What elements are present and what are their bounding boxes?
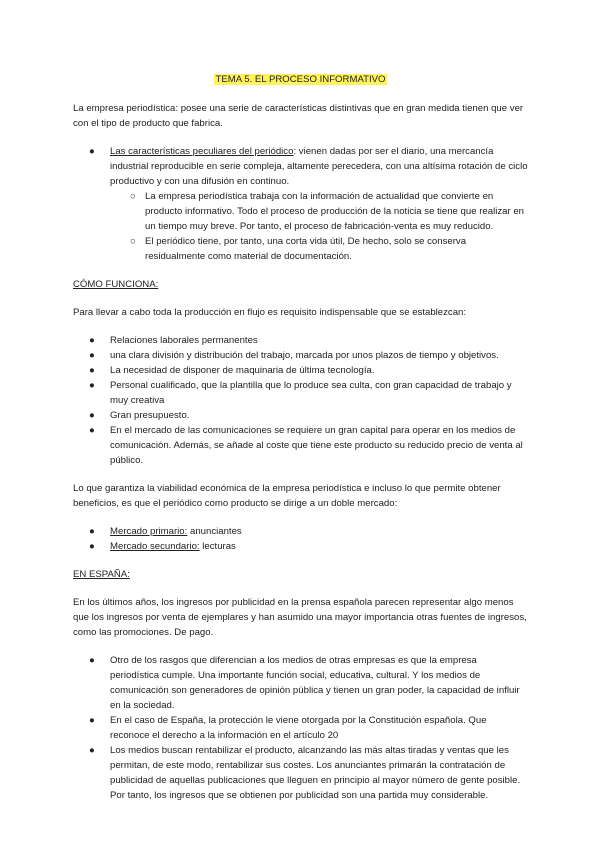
list-item-text: La necesidad de disponer de maquinaria de última tecnología. xyxy=(110,365,375,376)
intro-paragraph: La empresa periodística: posee una serie de características distintivas que en gran medida tienen que ver con el tipo de producto que fabrica. xyxy=(73,103,524,129)
bullet-icon: ● xyxy=(89,715,95,726)
characteristics-list xyxy=(73,144,528,264)
list-item-text: una clara división y distribución del trabajo, marcada por unos plazos de tiempo y objetivos. xyxy=(110,350,499,361)
market-value: anunciantes xyxy=(187,526,242,537)
bullet-icon: ● xyxy=(89,146,95,157)
list-item xyxy=(73,539,528,554)
characteristics-sublist xyxy=(110,189,528,264)
market-label: Mercado primario: xyxy=(110,526,188,537)
document-page xyxy=(73,72,528,803)
sublist-item xyxy=(73,189,528,234)
bullet-icon: ● xyxy=(89,541,95,552)
espana-intro: En los últimos años, los ingresos por publicidad en la prensa española parecen representar algo menos que los ingresos por venta de ejemplares y han asumido una mayor importancia otras fuentes de ingresos, como las promociones. De pago. xyxy=(73,597,527,638)
bullet-icon: ● xyxy=(89,655,95,666)
market-label: Mercado secundario: xyxy=(110,541,200,552)
como-funciona-heading: CÓMO FUNCIONA: xyxy=(73,279,159,290)
bullet-icon: ● xyxy=(89,425,95,436)
espana-list xyxy=(73,653,528,803)
requirements-list xyxy=(73,333,528,468)
list-item xyxy=(73,713,528,743)
list-item-text: Personal cualificado, que la plantilla que lo produce sea culta, con gran capacidad de trabajo y muy creativa xyxy=(110,380,512,406)
characteristics-label: Las características peculiares del periódico xyxy=(110,146,294,157)
sublist-item xyxy=(73,234,528,264)
bullet-icon: ● xyxy=(89,335,95,346)
bullet-icon: ● xyxy=(89,350,95,361)
list-item xyxy=(73,743,528,803)
market-intro: Lo que garantiza la viabilidad económica de la empresa periodística e incluso lo que permite obtener beneficios, es que el periódico como producto se dirige a un doble mercado: xyxy=(73,483,501,509)
list-item xyxy=(73,423,528,468)
title-highlight: TEMA 5. EL PROCESO INFORMATIVO xyxy=(215,74,386,85)
list-item-text: En el mercado de las comunicaciones se requiere un gran capital para operar en los medios de comunicación. Además, se añade al coste que tiene este producto su reducido precio de venta al público. xyxy=(110,425,523,466)
list-item xyxy=(73,378,528,408)
bullet-icon: ● xyxy=(89,380,95,391)
sublist-item-text: El periódico tiene, por tanto, una corta vida útil, De hecho, solo se conserva residualmente como material de documentación. xyxy=(145,236,467,262)
bullet-icon: ● xyxy=(89,745,95,756)
list-item xyxy=(73,144,528,264)
list-item xyxy=(73,348,528,363)
characteristics-text: : vienen dadas por ser el diario, una mercancía industrial reproducible en serie compleja, altamente perecedera, con una altísima rotación de ciclo productivo y con una difusión en continuo. xyxy=(110,146,528,187)
como-funciona-intro: Para llevar a cabo toda la producción en flujo es requisito indispensable que se establezcan: xyxy=(73,307,467,318)
list-item xyxy=(73,408,528,423)
list-item xyxy=(73,653,528,713)
list-item-text: Relaciones laborales permanentes xyxy=(110,335,258,346)
hollow-bullet-icon: ○ xyxy=(130,236,136,247)
bullet-icon: ● xyxy=(89,410,95,421)
market-value: lecturas xyxy=(199,541,236,552)
list-item-text: Gran presupuesto. xyxy=(110,410,190,421)
bullet-icon: ● xyxy=(89,365,95,376)
espana-heading: EN ESPAÑA: xyxy=(73,569,130,580)
list-item xyxy=(73,333,528,348)
list-item-text: Los medios buscan rentabilizar el producto, alcanzando las más altas tiradas y ventas que les permitan, de este modo, rentabilizar sus costes. Los anunciantes primarán la contratación de publicidad de aquellas publicaciones que lleguen en principio al mayor número de gente posible. Por tanto, los ingresos que se obtienen por publicidad son una partida muy considerable. xyxy=(110,745,521,801)
document-title xyxy=(73,72,528,87)
list-item-text: En el caso de España, la protección le viene otorgada por la Constitución española. Que reconoce el derecho a la información en el artículo 20 xyxy=(110,715,487,741)
bullet-icon: ● xyxy=(89,526,95,537)
list-item xyxy=(73,524,528,539)
list-item xyxy=(73,363,528,378)
markets-list xyxy=(73,524,528,554)
sublist-item-text: La empresa periodística trabaja con la información de actualidad que convierte en producto informativo. Todo el proceso de producción de la noticia se tiene que realizar en un tiempo muy breve. Por tanto, el proceso de fabricación-venta es muy reducido. xyxy=(145,191,525,232)
list-item-text: Otro de los rasgos que diferencian a los medios de otras empresas es que la empresa periodística cumple. Una importante función social, educativa, cultural. Y los medios de comunicación son generadores de opinión pública y tienen un gran poder, la capacidad de influir en la sociedad. xyxy=(110,655,520,711)
hollow-bullet-icon: ○ xyxy=(130,191,136,202)
